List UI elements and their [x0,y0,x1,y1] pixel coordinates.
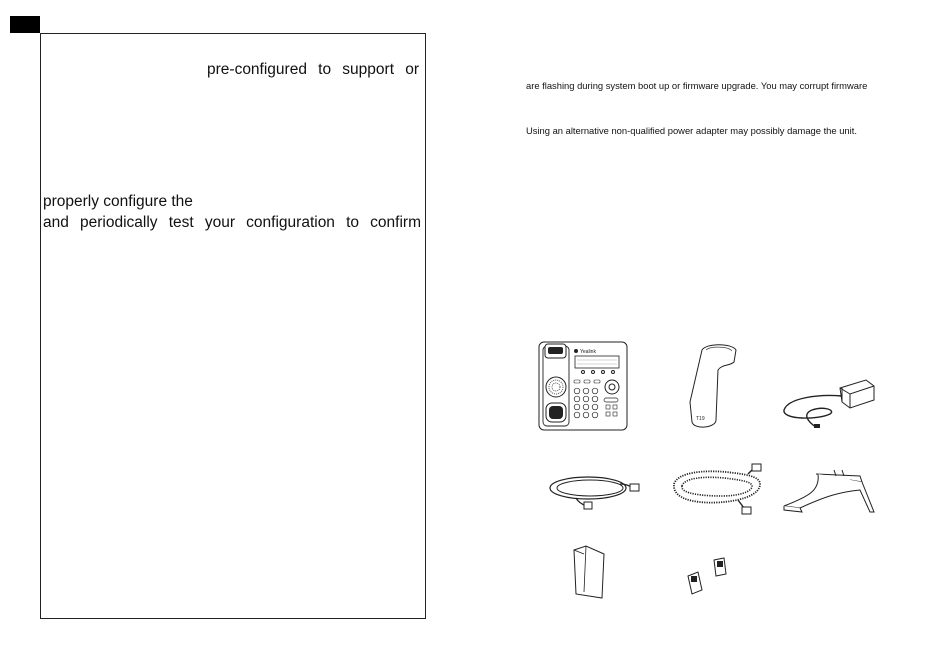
left-text-line-periodically: and periodically test your configuration to confirm [43,214,421,231]
left-page-box [40,33,426,619]
handset-model-text: T19 [696,416,705,422]
stand-icon [780,466,876,520]
right-text-line-adapter: Using an alternative non-qualified power adapter may possibly damage the unit. [526,125,857,136]
handset-cord-icon [664,462,772,524]
wall-mount-plugs-icon [684,556,734,600]
phone-brand-text: Yealink [580,349,596,355]
handset-icon [684,340,744,432]
quick-start-guide-icon [568,544,608,600]
left-text-line-preconfigured: pre-configured to support or [207,61,419,78]
power-adapter-icon [778,372,878,432]
right-text-line-flashing: are flashing during system boot up or firmware upgrade. You may corrupt firmware [526,80,868,91]
section-tab-marker [10,16,40,33]
left-text-line-properly: properly configure the [43,193,193,210]
ip-phone-icon [538,340,634,432]
ethernet-cable-icon [546,466,646,516]
